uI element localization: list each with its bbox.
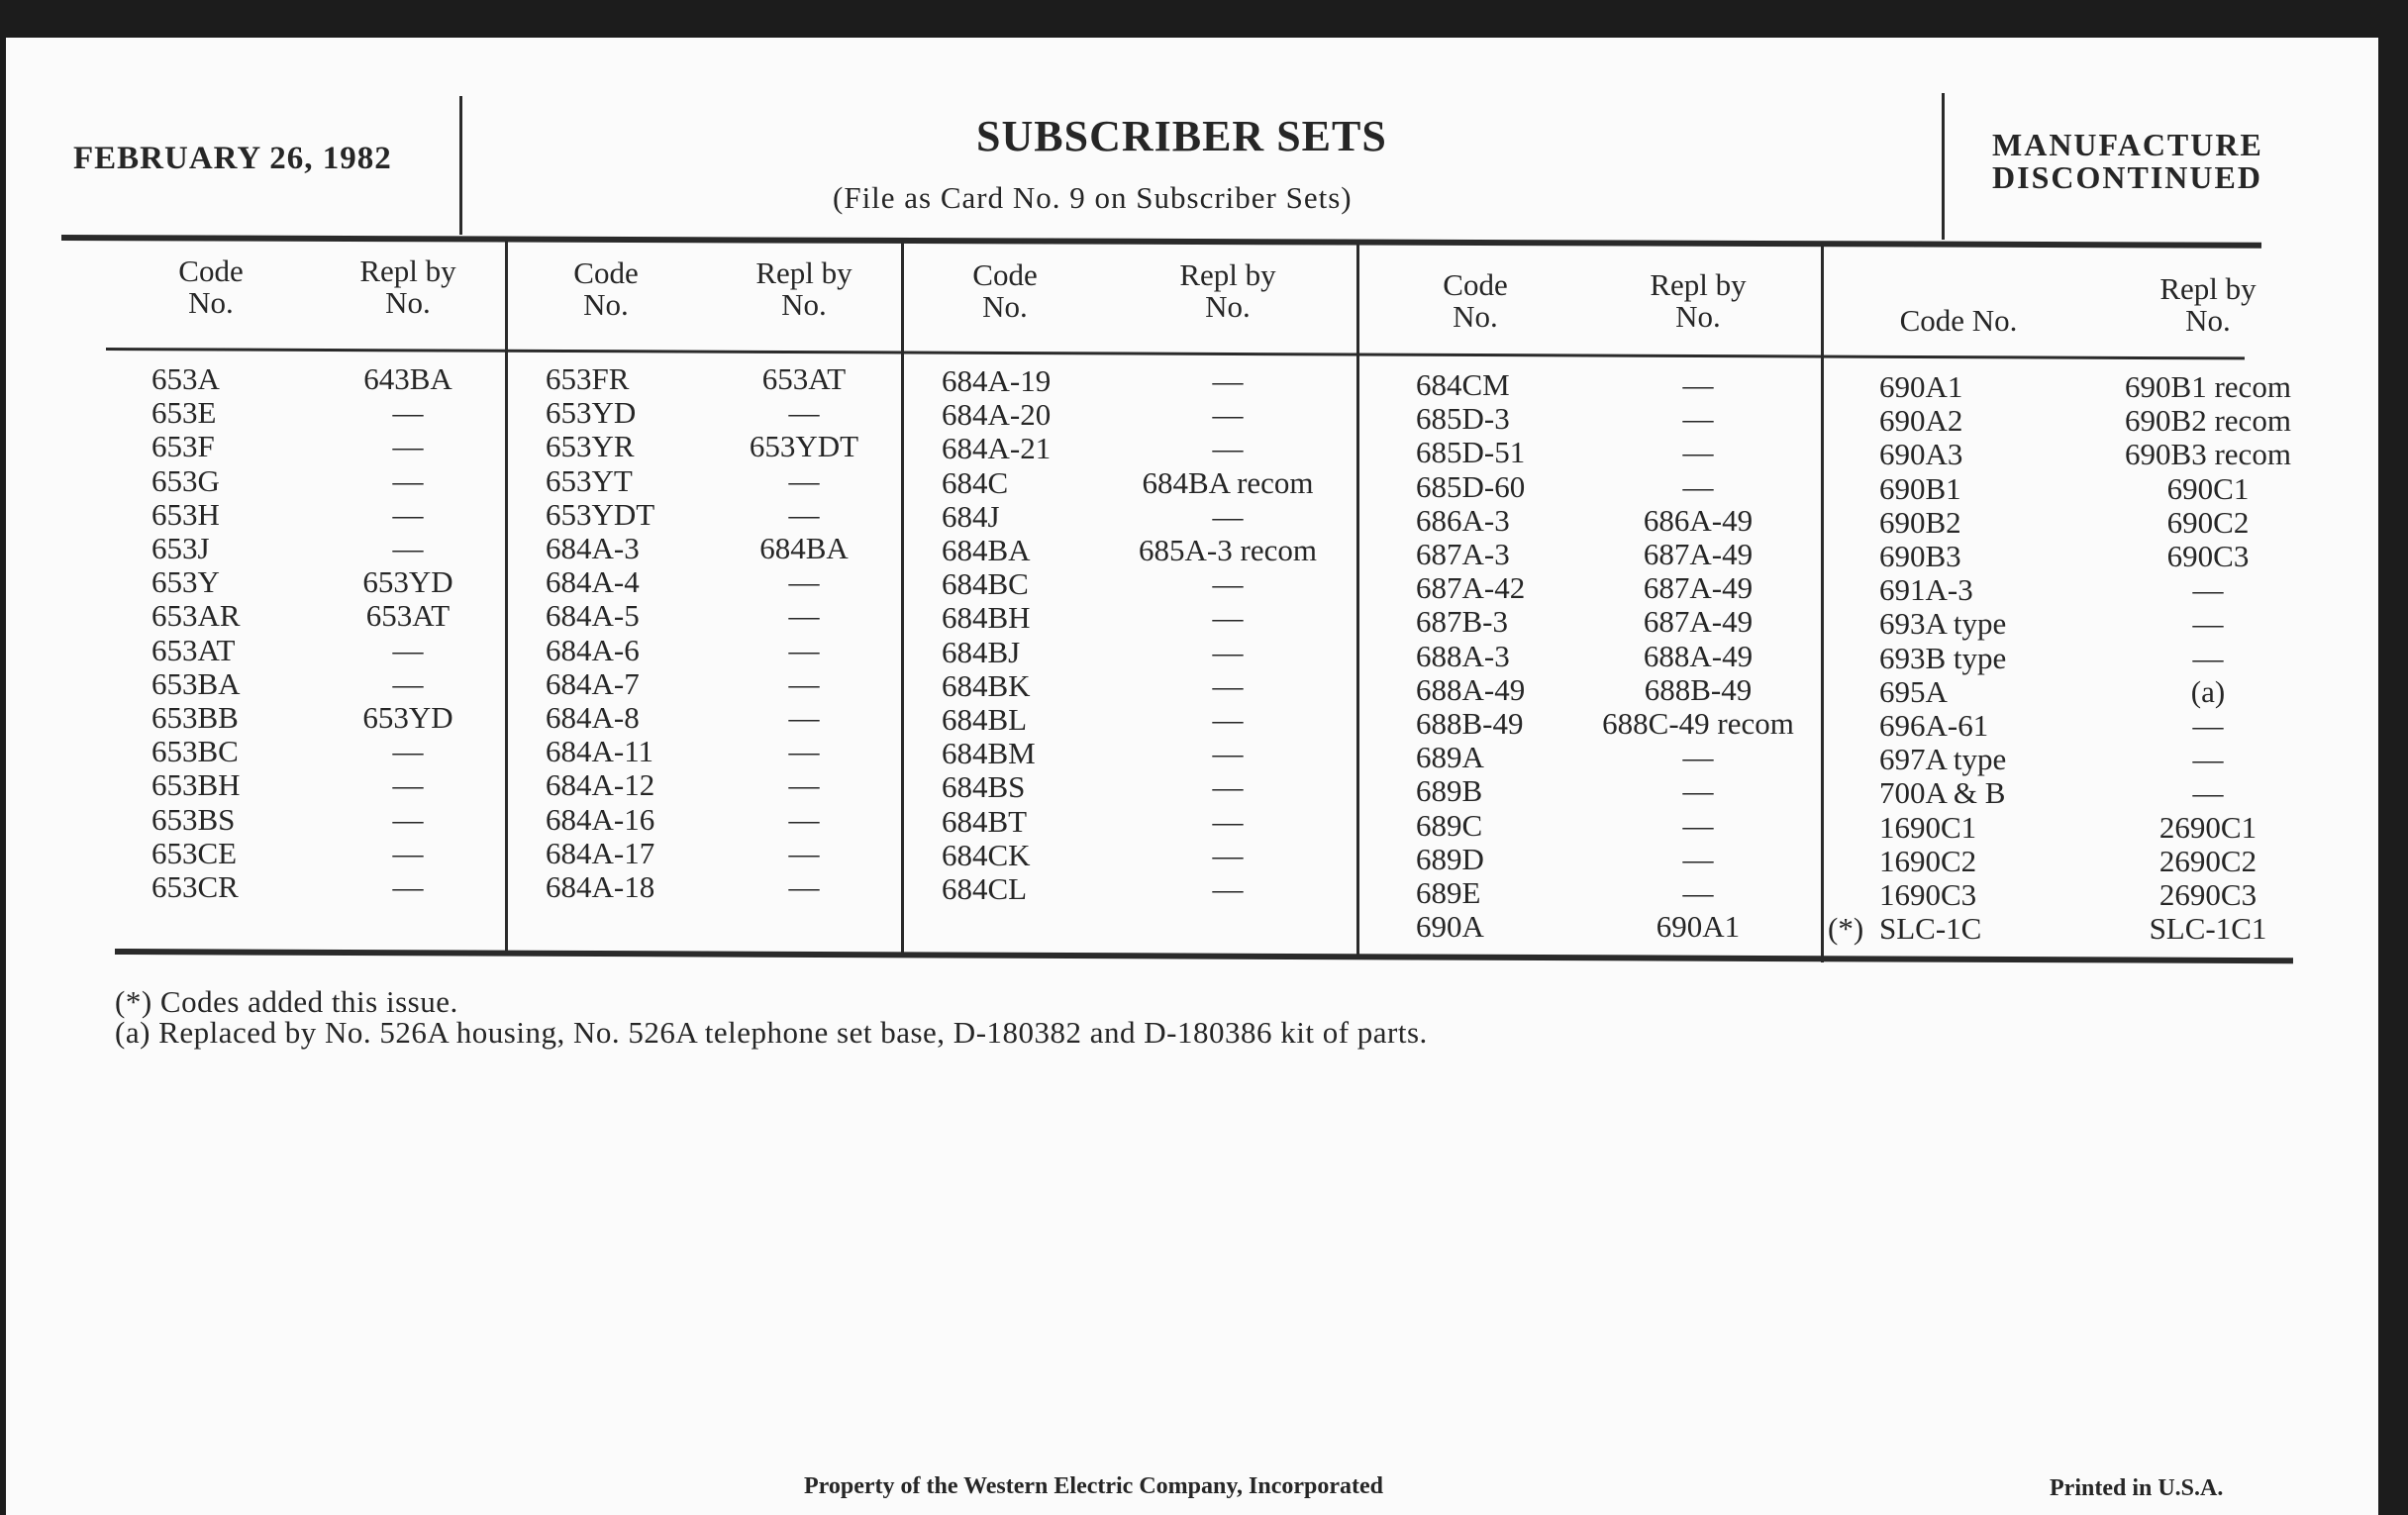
repl-by-cell: — xyxy=(1682,875,1714,910)
code-no-cell: 690B3 xyxy=(1879,539,1961,573)
repl-by-cell: — xyxy=(788,564,820,600)
repl-by-cell: — xyxy=(392,531,424,565)
repl-by-cell: — xyxy=(1212,600,1244,636)
repl-by-cell: — xyxy=(1212,769,1244,805)
header-line: Repl by xyxy=(359,253,456,288)
repl-by-cell: — xyxy=(1682,740,1714,775)
code-no-cell: 685D-51 xyxy=(1416,435,1526,470)
repl-by-cell: 687A-49 xyxy=(1643,537,1754,571)
repl-by-cell: 690B2 recom xyxy=(2125,403,2291,439)
code-no-cell: 685D-3 xyxy=(1416,401,1510,437)
header-line: No. xyxy=(781,287,827,322)
code-no-cell: 684A-19 xyxy=(942,363,1052,398)
repl-by-cell: — xyxy=(788,665,820,701)
code-no-cell: 684BL xyxy=(942,702,1028,737)
code-no-cell: 653YT xyxy=(546,462,633,498)
code-no-cell: 684A-16 xyxy=(546,801,655,837)
repl-by-cell: 688B-49 xyxy=(1644,671,1753,707)
code-no-cell: 693A type xyxy=(1879,606,2007,642)
code-no-cell: 653H xyxy=(151,496,220,532)
code-no-cell: 653BC xyxy=(151,734,239,769)
code-no-cell: 684A-12 xyxy=(546,767,655,803)
repl-by-cell: — xyxy=(2192,572,2224,608)
footer-printed: Printed in U.S.A. xyxy=(2050,1475,2224,1501)
repl-by-cell: — xyxy=(1212,431,1244,466)
code-no-cell: 653BB xyxy=(151,700,239,735)
header-line: No. xyxy=(188,285,234,320)
code-no-cell: 689B xyxy=(1416,773,1483,809)
repl-by-cell: 685A-3 recom xyxy=(1139,533,1317,567)
repl-by-cell: 684BA recom xyxy=(1142,464,1314,500)
code-no-cell: 684A-8 xyxy=(546,700,640,735)
repl-by-header xyxy=(705,257,903,321)
header-line: No. xyxy=(1675,299,1721,334)
code-no-cell: 653BH xyxy=(151,767,241,803)
code-no-cell: 1690C1 xyxy=(1879,809,1977,845)
repl-by-cell: — xyxy=(2192,606,2224,642)
code-no-cell: 684A-4 xyxy=(546,564,640,600)
header-line: No. xyxy=(982,289,1028,324)
code-no-cell: 684A-11 xyxy=(546,734,654,769)
header-line: No. xyxy=(1453,299,1498,334)
repl-by-cell: — xyxy=(1212,871,1244,906)
code-no-cell: 684BS xyxy=(942,769,1026,805)
repl-by-cell: 686A-49 xyxy=(1643,502,1754,538)
code-no-cell: 689C xyxy=(1416,807,1483,843)
repl-by-cell: 690A1 xyxy=(1656,909,1741,945)
code-no-cell: 687A-42 xyxy=(1416,570,1526,606)
footnote-added: (*) Codes added this issue. xyxy=(115,984,458,1019)
repl-by-cell: 653AT xyxy=(761,361,847,396)
code-no-cell: 684A-3 xyxy=(546,531,640,565)
code-no-cell: 653YR xyxy=(546,429,635,464)
repl-by-cell: 643BA xyxy=(363,361,452,396)
code-no-cell: 684A-6 xyxy=(546,632,640,667)
column-divider-3 xyxy=(1356,242,1359,957)
repl-by-cell: 687A-49 xyxy=(1643,570,1754,606)
code-no-cell: 696A-61 xyxy=(1879,708,1989,743)
code-no-cell: 690A3 xyxy=(1879,437,1963,472)
code-no-cell: 690A2 xyxy=(1879,403,1963,439)
code-no-cell: 686A-3 xyxy=(1416,502,1510,538)
repl-by-cell: — xyxy=(788,462,820,498)
code-no-cell: 684BC xyxy=(942,566,1029,602)
code-no-cell: 684A-5 xyxy=(546,598,640,634)
header-line: Repl by xyxy=(2159,271,2257,306)
repl-by-cell: — xyxy=(392,801,424,837)
code-no-cell: 653A xyxy=(151,361,220,396)
header-line: Code xyxy=(178,253,244,288)
code-no-cell: 695A xyxy=(1879,673,1948,709)
footnote-a: (a) Replaced by No. 526A housing, No. 526A telephone set base, D-180382 and D-180386 kit of parts. xyxy=(115,1015,1428,1050)
repl-by-cell: — xyxy=(392,767,424,803)
code-no-cell: 689D xyxy=(1416,841,1484,876)
code-no-cell: 687A-3 xyxy=(1416,537,1510,571)
code-no-cell: 684BA xyxy=(942,533,1031,567)
repl-by-cell: — xyxy=(392,665,424,701)
code-no-header xyxy=(906,259,1104,323)
code-no-cell: 693B type xyxy=(1879,640,2007,675)
repl-by-cell: — xyxy=(1212,634,1244,669)
code-no-cell: 684C xyxy=(942,464,1009,500)
repl-by-cell: — xyxy=(788,700,820,735)
header-divider-left xyxy=(459,96,462,235)
repl-by-cell: — xyxy=(392,496,424,532)
code-no-cell: 688B-49 xyxy=(1416,706,1524,741)
repl-by-cell: — xyxy=(1212,736,1244,771)
code-no-cell: 684BT xyxy=(942,803,1028,839)
code-no-cell: 684CL xyxy=(942,871,1028,906)
code-no-cell: 684A-7 xyxy=(546,665,640,701)
repl-by-cell: — xyxy=(1212,397,1244,433)
repl-by-cell: — xyxy=(1682,435,1714,470)
code-no-cell: 653YDT xyxy=(546,496,655,532)
code-no-cell: 689E xyxy=(1416,875,1481,910)
code-no-cell: 653BA xyxy=(151,665,241,701)
status-line-1: MANUFACTURE xyxy=(1992,127,2263,162)
issue-date: FEBRUARY 26, 1982 xyxy=(73,141,392,176)
page-subtitle: (File as Card No. 9 on Subscriber Sets) xyxy=(833,180,1353,215)
repl-by-cell: — xyxy=(1212,803,1244,839)
code-no-cell: 653F xyxy=(151,429,215,464)
repl-by-header xyxy=(2109,273,2307,337)
code-no-cell: 684A-17 xyxy=(546,835,655,870)
code-no-cell: 687B-3 xyxy=(1416,604,1508,640)
repl-by-cell: 690C2 xyxy=(2166,504,2250,540)
code-no-cell: 688A-3 xyxy=(1416,638,1510,673)
code-no-cell: 691A-3 xyxy=(1879,572,1973,608)
code-no-cell: 690A xyxy=(1416,909,1484,945)
code-no-cell: 653AT xyxy=(151,632,236,667)
repl-by-cell: — xyxy=(392,429,424,464)
header-line: Repl by xyxy=(1650,267,1747,302)
repl-by-cell: — xyxy=(1682,807,1714,843)
code-no-header xyxy=(1859,305,2057,337)
header-line: Code xyxy=(573,255,639,290)
repl-by-cell: — xyxy=(788,496,820,532)
repl-by-cell: — xyxy=(2192,742,2224,777)
repl-by-cell: — xyxy=(788,801,820,837)
code-no-cell: 684CM xyxy=(1416,367,1510,402)
header-line: No. xyxy=(2185,303,2231,338)
header-divider-right xyxy=(1942,93,1945,240)
repl-by-cell: — xyxy=(788,734,820,769)
repl-by-cell: 653AT xyxy=(365,598,451,634)
repl-by-cell: — xyxy=(392,462,424,498)
repl-by-cell: — xyxy=(788,598,820,634)
header-line: No. xyxy=(385,285,431,320)
repl-by-header xyxy=(1129,259,1327,323)
code-no-cell: 653AR xyxy=(151,598,241,634)
repl-by-cell: — xyxy=(1212,837,1244,872)
new-code-marker: (*) xyxy=(1828,911,1864,947)
repl-by-cell: — xyxy=(788,767,820,803)
repl-by-cell: — xyxy=(392,835,424,870)
repl-by-cell: 690B1 recom xyxy=(2125,369,2291,404)
repl-by-header xyxy=(1599,269,1797,333)
repl-by-cell: — xyxy=(1682,367,1714,402)
code-no-header xyxy=(507,257,705,321)
code-no-cell: 653FR xyxy=(546,361,630,396)
repl-by-cell: — xyxy=(2192,640,2224,675)
code-no-cell: 697A type xyxy=(1879,742,2007,777)
repl-by-cell: — xyxy=(1682,773,1714,809)
repl-by-cell: — xyxy=(1212,363,1244,398)
repl-by-cell: 2690C2 xyxy=(2158,843,2258,878)
code-no-cell: 690A1 xyxy=(1879,369,1963,404)
repl-by-cell: — xyxy=(1682,841,1714,876)
repl-by-cell: — xyxy=(392,632,424,667)
code-no-cell: 1690C2 xyxy=(1879,843,1977,878)
code-no-cell: 653CR xyxy=(151,869,239,904)
header-line: Code xyxy=(1443,267,1508,302)
repl-by-cell: 684BA xyxy=(759,531,849,565)
repl-by-cell: — xyxy=(788,835,820,870)
code-no-cell: 690B1 xyxy=(1879,470,1961,506)
header-line: Code No. xyxy=(1899,303,2018,338)
repl-by-cell: 653YDT xyxy=(749,429,859,464)
code-no-cell: 684A-18 xyxy=(546,869,655,904)
code-no-header xyxy=(1376,269,1574,333)
repl-by-header xyxy=(309,255,507,319)
repl-by-cell: — xyxy=(392,869,424,904)
header-line: No. xyxy=(1205,289,1251,324)
repl-by-cell: — xyxy=(1212,667,1244,703)
repl-by-cell: 688C-49 recom xyxy=(1602,706,1794,741)
repl-by-cell: — xyxy=(788,869,820,904)
code-no-cell: 684BM xyxy=(942,736,1036,771)
header-line: Repl by xyxy=(755,255,853,290)
page-title: SUBSCRIBER SETS xyxy=(976,112,1387,160)
status-line-2: DISCONTINUED xyxy=(1992,159,2262,195)
code-no-cell: 684J xyxy=(942,498,1000,534)
code-no-cell: 700A & B xyxy=(1879,775,2006,811)
code-no-cell: 684CK xyxy=(942,837,1031,872)
code-no-cell: 684BH xyxy=(942,600,1031,636)
header-line: No. xyxy=(583,287,629,322)
repl-by-cell: 2690C1 xyxy=(2158,809,2258,845)
repl-by-cell: 690C1 xyxy=(2166,470,2250,506)
header-line: Code xyxy=(972,257,1038,292)
repl-by-cell: 690B3 recom xyxy=(2125,437,2291,472)
code-no-cell: 684BK xyxy=(942,667,1031,703)
code-no-cell: 688A-49 xyxy=(1416,671,1526,707)
code-no-cell: 689A xyxy=(1416,740,1484,775)
repl-by-cell: — xyxy=(1212,566,1244,602)
code-no-header xyxy=(112,255,310,319)
repl-by-cell: 653YD xyxy=(362,564,453,600)
code-no-cell: 690B2 xyxy=(1879,504,1961,540)
repl-by-cell: — xyxy=(2192,775,2224,811)
repl-by-cell: 653YD xyxy=(362,700,453,735)
code-no-cell: 684A-21 xyxy=(942,431,1052,466)
repl-by-cell: — xyxy=(1682,468,1714,504)
code-no-cell: 653Y xyxy=(151,564,220,600)
code-no-cell: 685D-60 xyxy=(1416,468,1526,504)
repl-by-cell: — xyxy=(1212,498,1244,534)
repl-by-cell: 690C3 xyxy=(2166,539,2250,573)
status-label xyxy=(1992,129,2263,194)
repl-by-cell: (a) xyxy=(2190,673,2226,709)
code-no-cell: 684BJ xyxy=(942,634,1021,669)
repl-by-cell: 688A-49 xyxy=(1643,638,1754,673)
code-no-cell: 653E xyxy=(151,395,217,431)
repl-by-cell: — xyxy=(392,395,424,431)
code-no-cell: 653BS xyxy=(151,801,236,837)
code-no-cell: 653CE xyxy=(151,835,238,870)
code-no-cell: 684A-20 xyxy=(942,397,1052,433)
header-line: Repl by xyxy=(1179,257,1276,292)
footer-property: Property of the Western Electric Company, Incorporated xyxy=(804,1473,1384,1499)
repl-by-cell: — xyxy=(788,632,820,667)
repl-by-cell: — xyxy=(788,395,820,431)
code-no-cell: 653J xyxy=(151,531,210,565)
code-no-cell: 653G xyxy=(151,462,220,498)
code-no-cell: 1690C3 xyxy=(1879,877,1977,912)
repl-by-cell: — xyxy=(1212,702,1244,737)
repl-by-cell: — xyxy=(392,734,424,769)
repl-by-cell: — xyxy=(2192,708,2224,743)
repl-by-cell: — xyxy=(1682,401,1714,437)
repl-by-cell: 2690C3 xyxy=(2158,877,2258,912)
repl-by-cell: 687A-49 xyxy=(1643,604,1754,640)
code-no-cell: SLC-1C xyxy=(1879,911,1982,947)
code-no-cell: 653YD xyxy=(546,395,637,431)
repl-by-cell: SLC-1C1 xyxy=(2149,911,2267,947)
